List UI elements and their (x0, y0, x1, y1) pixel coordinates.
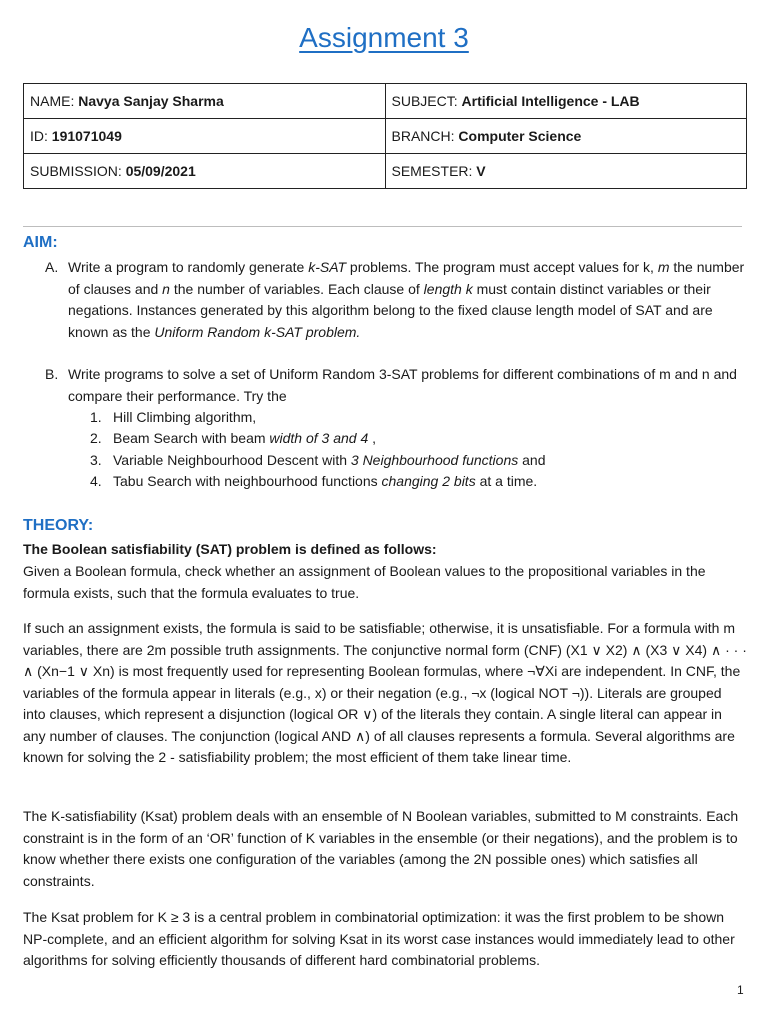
section-divider (23, 226, 742, 227)
name-value: Navya Sanjay Sharma (78, 93, 224, 109)
submission-cell (24, 154, 386, 189)
list-item: 3. Variable Neighbourhood Descent with 3 Neighbourhood functions and (90, 452, 546, 468)
aim-item-b (45, 364, 745, 407)
table-row (24, 154, 747, 189)
subject-value: Artificial Intelligence - LAB (461, 93, 640, 109)
branch-value: Computer Science (458, 128, 582, 144)
table-row (24, 84, 747, 119)
submission-value: 05/09/2021 (125, 163, 196, 179)
document-title: Assignment 3 (299, 22, 469, 53)
theory-definition-heading: The Boolean satisfiability (SAT) problem is defined as follows: (23, 541, 437, 557)
list-marker: B. (45, 366, 59, 382)
page-number: 1 (737, 983, 744, 997)
theory-paragraph-4: The Ksat problem for K ≥ 3 is a central problem in combinatorial optimization: it was the first problem to be shown NP-complete, and an efficient algorithm for solving Ksat in its worst case instances would immediately lead to other algorithms for solving efficiently thousands of different hard combinatorial problems. (23, 909, 735, 968)
student-info-table (23, 83, 747, 189)
name-cell (24, 84, 386, 119)
id-label: ID: (30, 128, 48, 144)
submission-label: SUBMISSION: (30, 163, 122, 179)
theory-paragraph-1: Given a Boolean formula, check whether an assignment of Boolean values to the propositional variables in the formula exists, such that the formula evaluates to true. (23, 563, 706, 601)
aim-heading: AIM: (23, 234, 58, 251)
list-marker: A. (45, 259, 59, 275)
semester-label: SEMESTER: (391, 163, 473, 179)
list-item: 4. Tabu Search with neighbourhood functions changing 2 bits at a time. (90, 473, 538, 489)
aim-item-b-text: Write programs to solve a set of Uniform Random 3-SAT problems for different combinations of m and n and compare their performance. Try the (68, 366, 737, 404)
list-item: 2. Beam Search with beam width of 3 and 4 , (90, 430, 377, 446)
aim-item-a (45, 257, 745, 343)
table-row (24, 119, 747, 154)
subject-cell (385, 84, 747, 119)
branch-cell (385, 119, 747, 154)
branch-label: BRANCH: (391, 128, 455, 144)
theory-paragraph-3: The K-satisfiability (Ksat) problem deals with an ensemble of N Boolean variables, submitted to M constraints. Each constraint is in the form of an ‘OR’ function of K variables in the ensemble (or their negations), and the problem is to know whether there exists one configuration of the variables (among the 2N possible ones) which satisfies all constraints. (23, 808, 739, 889)
theory-heading: THEORY: (23, 517, 94, 534)
theory-paragraph-2: If such an assignment exists, the formula is said to be satisfiable; otherwise, it is unsatisfiable. For a formula with m variables, there are 2m possible truth assignments. The conjunctive normal form (CNF) (X1 ∨ X2) ∧ (X3 ∨ X4) ∧ · · · ∧ (Xn−1 ∨ Xn) is most frequently used for representing Boolean formulas, where ¬∀Xi are independent. In CNF, the variables of the formula appear in literals (e.g., x) or their negation (e.g., ¬x (logical NOT ¬)). Literals are grouped into clauses, which represent a disjunction (logical OR ∨) of the literals they contain. A single literal can appear in any number of clauses. The conjunction (logical AND ∧) of all clauses represents a formula. Several algorithms are known for solving the 2 - satisfiability problem; the most efficient of them take linear time. (23, 620, 747, 765)
name-label: NAME: (30, 93, 75, 109)
id-cell (24, 119, 386, 154)
subject-label: SUBJECT: (391, 93, 458, 109)
id-value: 191071049 (51, 128, 122, 144)
semester-cell (385, 154, 747, 189)
semester-value: V (476, 163, 486, 179)
list-item: 1. Hill Climbing algorithm, (90, 409, 257, 425)
aim-item-a-text: Write a program to randomly generate k-SAT problems. The program must accept values for k, m the number of clauses and n the number of variables. Each clause of length k must contain distinct variables or their negations. Instances generated by this algorithm belong to the fixed clause length model of SAT and are known as the Uniform Random k-SAT problem. (68, 259, 745, 340)
